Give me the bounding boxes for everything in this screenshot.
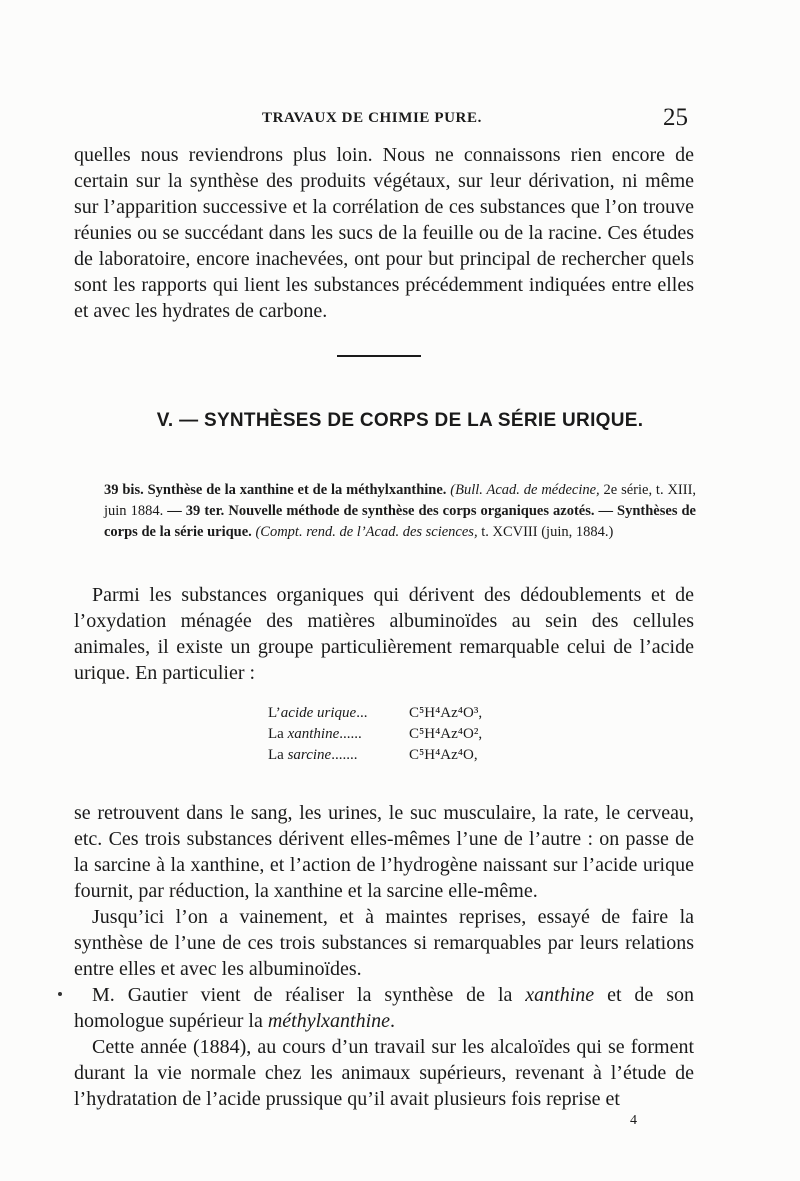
paragraph-block-main xyxy=(74,800,694,1112)
running-head xyxy=(0,104,800,132)
ref2-journal: (Compt. rend. de l’Acad. des sciences, xyxy=(255,524,478,540)
formula-row xyxy=(268,703,509,724)
ref2-number: 39 ter. xyxy=(185,503,225,519)
running-title: TRAVAUX DE CHIMIE PURE. xyxy=(262,110,482,126)
formula-row xyxy=(268,724,509,745)
formula-name: La sarcine....... xyxy=(268,747,358,763)
formula-name: L’acide urique... xyxy=(268,705,368,721)
ref2-title: Nouvelle méthode de synthèse des corps organiques azotés. — Synthèses de corps de la série urique. xyxy=(104,503,696,540)
section-divider xyxy=(337,355,421,357)
paragraph-retrouvent: se retrouvent dans le sang, les urines, le suc musculaire, la rate, le cerveau, etc. Ces trois substances dérivent elles-mêmes l’une de l’autre : on passe de la sarcine à la xanthine, et l’action de l’hydrogène naissant sur l’acide urique fournit, par réduction, la xanthine et la sarcine elle-même. xyxy=(74,802,694,902)
ref1-number: 39 bis. xyxy=(104,482,144,498)
chemical-formula: C⁵H⁴Az⁴O, xyxy=(409,747,478,763)
formula-row xyxy=(268,745,509,766)
signature-mark: 4 xyxy=(630,1113,637,1128)
chemical-formula: C⁵H⁴Az⁴O³, xyxy=(409,705,483,721)
formula-list xyxy=(268,703,509,766)
intro-text: quelles nous reviendrons plus loin. Nous ne connaissons rien encore de certain sur la synthèse des produits végétaux, sur leur dérivation, ni même sur l’apparition successive et la corrélation de ces substances que l’on trouve réunies ou se succédant dans les sucs de la feuille ou de la racine. Ces études de laboratoire, encore inachevées, ont pour but principal de rechercher quels sont les rapports qui lient les substances précédemment indiquées entre elles et avec les hydrates de carbone. xyxy=(74,144,694,322)
chemical-formula: C⁵H⁴Az⁴O², xyxy=(409,726,483,742)
formula-name: La xanthine...... xyxy=(268,726,362,742)
ref1-details: 2e série, t. XIII, juin 1884. xyxy=(104,482,697,519)
paragraph-cette: Cette année (1884), au cours d’un travail sur les alcaloïdes qui se forment durant la vie normale chez les animaux supérieurs, revenant à l’étude de l’hydratation de l’acide prussique qu’il avait plusieurs fois reprise et xyxy=(74,1036,694,1110)
ink-speck xyxy=(58,992,62,996)
reference-entry xyxy=(104,480,696,543)
ref2-details: t. XCVIII (juin, 1884.) xyxy=(481,524,614,540)
page-number: 25 xyxy=(663,104,688,131)
paragraph-gautier: M. Gautier vient de réaliser la synthèse de la xanthine et de son homologue supérieur la méthylxanthine. xyxy=(74,984,695,1032)
bibliographic-references xyxy=(104,480,696,543)
intro-paragraph xyxy=(74,142,694,324)
ref-separator: — xyxy=(167,503,182,519)
paragraph-parmi xyxy=(74,582,694,686)
paragraph-jusquici: Jusqu’ici l’on a vainement, et à maintes reprises, essayé de faire la synthèse de l’une de ces trois substances si remarquables par leurs relations entre elles et avec les albuminoïdes. xyxy=(74,906,694,980)
section-heading: V. — SYNTHÈSES DE CORPS DE LA SÉRIE URIQUE. xyxy=(156,410,644,431)
ref1-journal: (Bull. Acad. de médecine, xyxy=(450,482,600,498)
paragraph-parmi-text: Parmi les substances organiques qui dérivent des dédoublements et de l’oxydation ménagée des matières albuminoïdes au sein des cellules animales, il existe un groupe particulièrement remarquable celui de l’acide urique. En particulier : xyxy=(74,584,694,684)
ref1-title: Synthèse de la xanthine et de la méthylxanthine. xyxy=(147,482,447,498)
